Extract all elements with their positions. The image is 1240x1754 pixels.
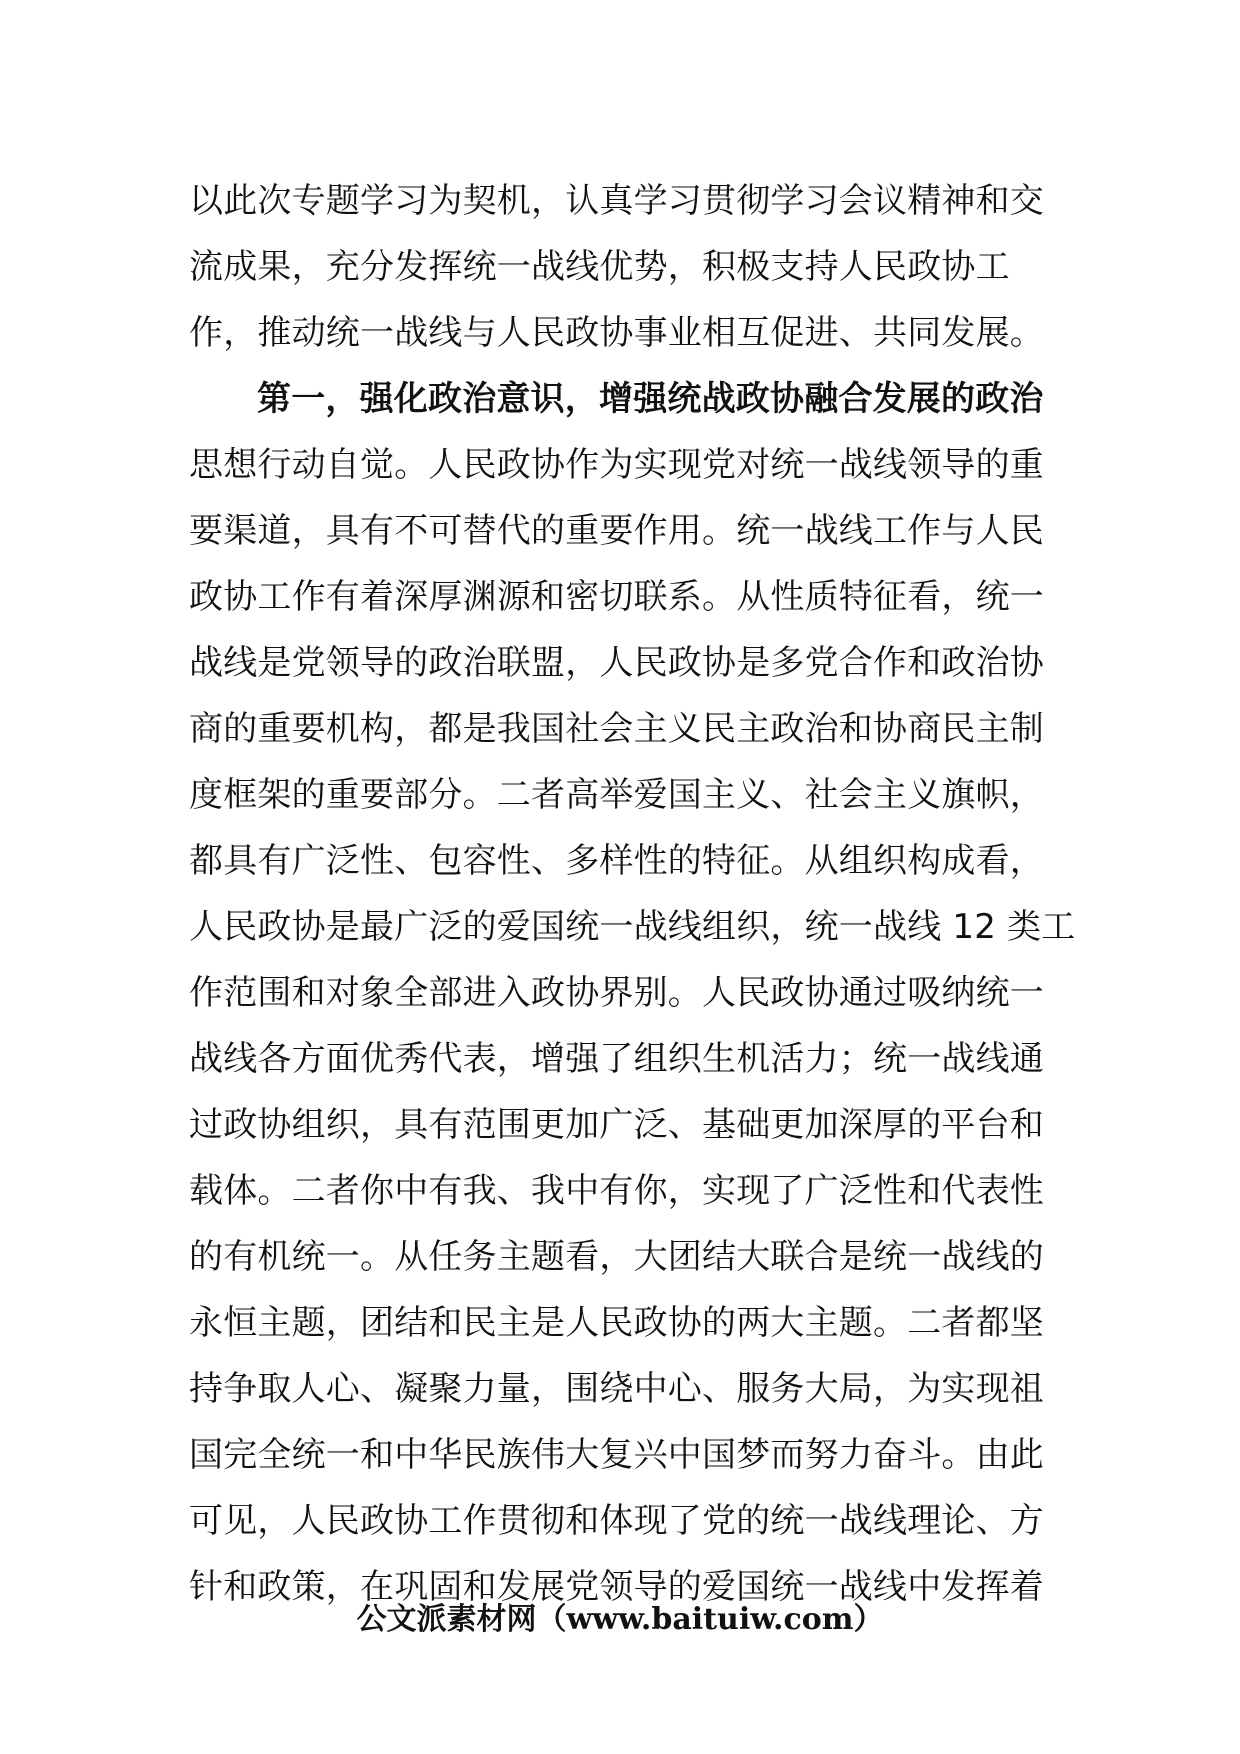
text-line: 流成果，充分发挥统一战线优势，积极支持人民政协工 — [189, 247, 1010, 287]
text-line: 永恒主题，团结和民主是人民政协的两大主题。二者都坚 — [189, 1303, 1044, 1343]
text-line: 商的重要机构，都是我国社会主义民主政治和协商民主制 — [189, 709, 1044, 749]
text-line: 战线各方面优秀代表，增强了组织生机活力；统一战线通 — [189, 1039, 1044, 1079]
section-heading: 第一，强化政治意识，增强统战政协融合发展的政治 — [257, 379, 1044, 419]
text-line: 作范围和对象全部进入政协界别。人民政协通过吸纳统一 — [189, 973, 1044, 1013]
text-line: 以此次专题学习为契机，认真学习贯彻学习会议精神和交 — [189, 181, 1044, 221]
text-line: 战线是党领导的政治联盟，人民政协是多党合作和政治协 — [189, 643, 1044, 683]
text-line: 持争取人心、凝聚力量，围绕中心、服务大局，为实现祖 — [189, 1369, 1044, 1409]
text-line: 过政协组织，具有范围更加广泛、基础更加深厚的平台和 — [189, 1105, 1044, 1145]
text-line: 人民政协是最广泛的爱国统一战线组织，统一战线 12 类工 — [189, 907, 1076, 947]
text-line: 针和政策，在巩固和发展党领导的爱国统一战线中发挥着 — [189, 1567, 1044, 1607]
text-line: 作，推动统一战线与人民政协事业相互促进、共同发展。 — [189, 313, 1044, 353]
text-line: 要渠道，具有不可替代的重要作用。统一战线工作与人民 — [189, 511, 1044, 551]
text-line: 都具有广泛性、包容性、多样性的特征。从组织构成看， — [189, 841, 1044, 881]
text-line: 政协工作有着深厚渊源和密切联系。从性质特征看，统一 — [189, 577, 1044, 617]
text-line: 的有机统一。从任务主题看，大团结大联合是统一战线的 — [189, 1237, 1044, 1277]
section-heading-line — [189, 366, 1069, 432]
body-text — [189, 168, 1076, 1620]
text-line: 思想行动自觉。人民政协作为实现党对统一战线领导的重 — [189, 445, 1044, 485]
text-line: 度框架的重要部分。二者高举爱国主义、社会主义旗帜， — [189, 775, 1044, 815]
text-line: 载体。二者你中有我、我中有你，实现了广泛性和代表性 — [189, 1171, 1044, 1211]
footer-watermark: 公文派素材网（www.baituiw.com） — [356, 1602, 884, 1637]
text-line: 国完全统一和中华民族伟大复兴中国梦而努力奋斗。由此 — [189, 1435, 1044, 1475]
text-line: 可见，人民政协工作贯彻和体现了党的统一战线理论、方 — [189, 1501, 1044, 1541]
